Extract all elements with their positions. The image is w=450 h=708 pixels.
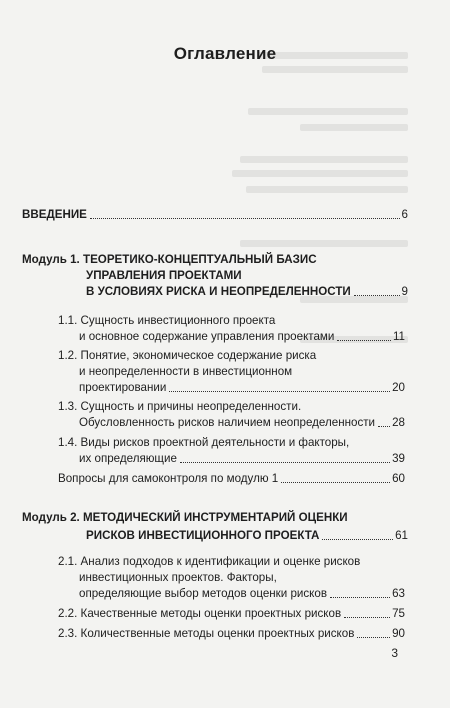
toc-page-number: 9: [401, 285, 408, 298]
section-line: 1.3. Сущность и причины неопределенности.: [58, 400, 302, 413]
section-line: 2.2. Качественные методы оценки проектных рисков: [58, 607, 342, 620]
section-line: и основное содержание управления проектами: [79, 330, 335, 343]
section-line: Обусловленность рисков наличием неопределенности: [79, 416, 376, 429]
module-heading-line: Модуль 2. МЕТОДИЧЕСКИЙ ИНСТРУМЕНТАРИЙ ОЦЕНКИ: [22, 511, 348, 524]
toc-entry-label: ВВЕДЕНИЕ: [22, 208, 87, 221]
section-line: 1.2. Понятие, экономическое содержание риска: [58, 349, 317, 362]
section-line: 1.1. Сущность инвестиционного проекта: [58, 314, 276, 327]
section-last-line: [79, 416, 405, 430]
section-line: 2.3. Количественные методы оценки проектных рисков: [58, 627, 355, 640]
toc-entry-intro[interactable]: [22, 208, 408, 222]
module-heading-line: В УСЛОВИЯХ РИСКА И НЕОПРЕДЕЛЕННОСТИ: [86, 285, 351, 298]
toc-page-number: 75: [392, 607, 405, 620]
module-heading-last-line: [86, 529, 408, 543]
section-line: проектировании: [79, 381, 167, 394]
dot-leader: [281, 481, 390, 483]
section-line: определяющие выбор методов оценки рисков: [79, 587, 327, 600]
dot-leader: [180, 461, 390, 463]
toc-page-number: 28: [392, 416, 405, 429]
section-last-line: [79, 330, 405, 344]
toc-page-number: 90: [392, 627, 405, 640]
module-heading-line: Модуль 1. ТЕОРЕТИКО-КОНЦЕПТУАЛЬНЫЙ БАЗИС: [22, 253, 317, 266]
dot-leader: [169, 390, 390, 392]
dot-leader: [357, 636, 390, 638]
dot-leader: [322, 538, 393, 540]
module-heading-line: РИСКОВ ИНВЕСТИЦИОННОГО ПРОЕКТА: [86, 529, 320, 542]
section-line: 2.1. Анализ подходов к идентификации и оценке рисков: [58, 555, 361, 568]
dot-leader: [344, 616, 390, 618]
section-line: инвестиционных проектов. Факторы,: [79, 571, 277, 584]
dot-leader: [354, 294, 400, 296]
dot-leader: [378, 425, 390, 427]
section-last-line: [79, 381, 405, 395]
toc-section-2-3[interactable]: [58, 627, 405, 641]
dot-leader: [337, 339, 391, 341]
section-line: их определяющие: [79, 452, 177, 465]
toc-page-number: 20: [392, 381, 405, 394]
module-heading-line: УПРАВЛЕНИЯ ПРОЕКТАМИ: [86, 269, 242, 282]
toc-section-2-2[interactable]: [58, 607, 405, 621]
toc-page-number: 6: [401, 208, 408, 221]
section-line: и неопределенности в инвестиционном: [79, 365, 293, 378]
section-line: 1.4. Виды рисков проектной деятельности и факторы,: [58, 436, 350, 449]
toc-page-number: 39: [392, 452, 405, 465]
section-last-line: [79, 587, 405, 601]
toc-entry-questions[interactable]: [58, 472, 405, 486]
toc-entry-label: Вопросы для самоконтроля по модулю 1: [58, 472, 279, 485]
dot-leader: [90, 217, 400, 219]
page-title: Оглавление: [173, 44, 277, 63]
toc-page-number: 63: [392, 587, 405, 600]
dot-leader: [330, 596, 390, 598]
module-heading-last-line: [86, 285, 408, 299]
page-number: 3: [391, 646, 398, 660]
toc-page-number: 61: [395, 529, 408, 542]
toc-page-number: 60: [392, 472, 405, 485]
toc-page-number: 11: [392, 330, 405, 343]
section-last-line: [79, 452, 405, 466]
